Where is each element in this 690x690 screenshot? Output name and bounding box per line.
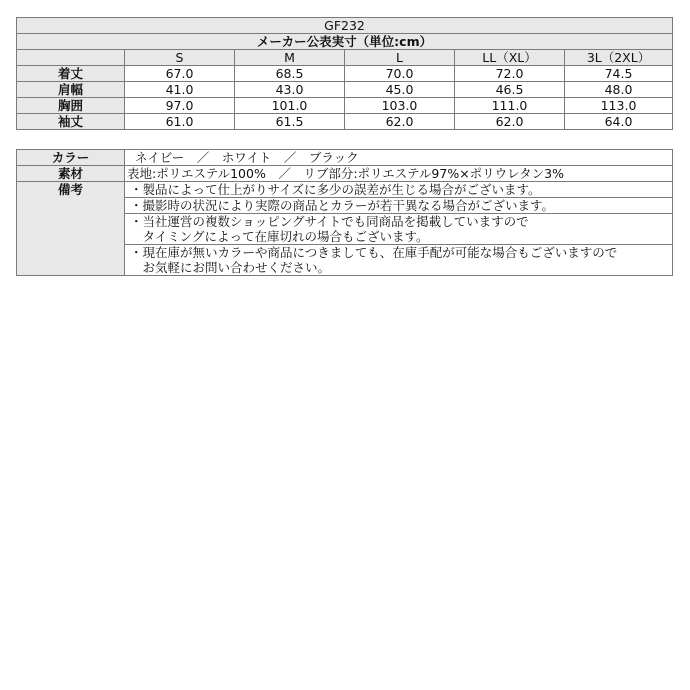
size-value: 68.5 — [235, 66, 345, 82]
size-value: 41.0 — [125, 82, 235, 98]
size-value: 74.5 — [565, 66, 673, 82]
size-value: 43.0 — [235, 82, 345, 98]
table-row — [17, 82, 673, 98]
size-value: 62.0 — [455, 114, 565, 130]
table-row — [17, 98, 673, 114]
size-value: 46.5 — [455, 82, 565, 98]
size-value: 70.0 — [345, 66, 455, 82]
color-label: カラー — [17, 150, 125, 166]
table-row — [17, 114, 673, 130]
size-table — [16, 17, 673, 130]
material-row — [17, 166, 673, 182]
size-value: 101.0 — [235, 98, 345, 114]
size-value: 45.0 — [345, 82, 455, 98]
size-value: 61.0 — [125, 114, 235, 130]
size-value: 97.0 — [125, 98, 235, 114]
size-header-cell: S — [125, 50, 235, 66]
note-line: ・現在庫が無いカラーや商品につきましても、在庫手配が可能な場合もございますので — [130, 245, 618, 260]
size-header-empty — [17, 50, 125, 66]
size-table-subtitle: メーカー公表実寸（単位:cm） — [17, 34, 673, 50]
material-value: 表地:ポリエステル100% ／ リブ部分:ポリエステル97%×ポリウレタン3% — [125, 166, 673, 182]
row-label: 肩幅 — [17, 82, 125, 98]
row-label: 袖丈 — [17, 114, 125, 130]
note-line: ・撮影時の状況により実際の商品とカラーが若干異なる場合がございます。 — [130, 198, 555, 213]
size-value: 111.0 — [455, 98, 565, 114]
product-info-table — [16, 149, 673, 276]
size-header-row — [17, 50, 673, 66]
size-value: 64.0 — [565, 114, 673, 130]
color-value: ネイビー ／ ホワイト ／ ブラック — [125, 150, 673, 166]
color-row — [17, 150, 673, 166]
note-line: ・製品によって仕上がりサイズに多少の誤差が生じる場合がございます。 — [130, 182, 541, 197]
size-header-cell: LL（XL） — [455, 50, 565, 66]
note-row — [17, 182, 673, 198]
note-line: お気軽にお問い合わせください。 — [130, 260, 331, 275]
row-label: 着丈 — [17, 66, 125, 82]
row-label: 胸囲 — [17, 98, 125, 114]
size-header-cell: M — [235, 50, 345, 66]
note-line: ・当社運営の複数ショッピングサイトでも同商品を掲載していますので — [130, 214, 529, 229]
note-item — [125, 245, 673, 276]
size-value: 48.0 — [565, 82, 673, 98]
notes-label: 備考 — [17, 182, 125, 276]
model-number: GF232 — [17, 18, 673, 34]
size-value: 113.0 — [565, 98, 673, 114]
material-label: 素材 — [17, 166, 125, 182]
note-item — [125, 182, 673, 198]
note-item — [125, 214, 673, 245]
size-header-cell: 3L（2XL） — [565, 50, 673, 66]
note-line: タイミングによって在庫切れの場合もございます。 — [130, 229, 429, 244]
size-value: 67.0 — [125, 66, 235, 82]
table-row — [17, 66, 673, 82]
size-value: 72.0 — [455, 66, 565, 82]
size-header-cell: L — [345, 50, 455, 66]
note-item — [125, 198, 673, 214]
size-value: 103.0 — [345, 98, 455, 114]
size-value: 61.5 — [235, 114, 345, 130]
size-value: 62.0 — [345, 114, 455, 130]
